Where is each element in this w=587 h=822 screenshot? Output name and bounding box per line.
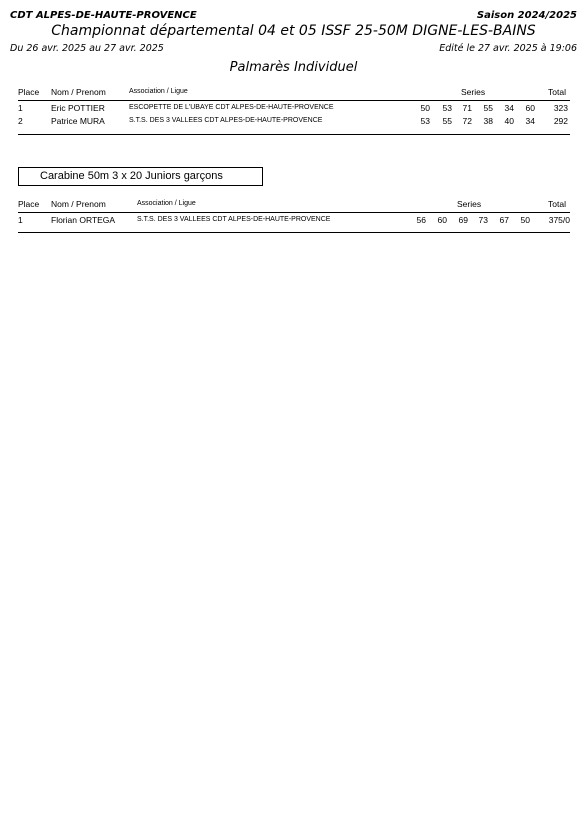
row-series-3: 71 [462, 103, 472, 113]
row-name: Patrice MURA [51, 116, 105, 126]
row-series-4: 73 [478, 215, 488, 225]
row-series-1: 56 [416, 215, 426, 225]
column-association: Association / Ligue [129, 88, 188, 95]
row-series-6: 60 [525, 103, 535, 113]
championship-title: Championnat départemental 04 et 05 ISSF 25-50M DIGNE-LES-BAINS [51, 23, 536, 39]
season-label: Saison 2024/2025 [476, 10, 577, 21]
row-association: S.T.S. DES 3 VALLEES CDT ALPES-DE-HAUTE-PROVENCE [137, 216, 331, 223]
column-total: Total [548, 87, 566, 97]
table-row [18, 103, 570, 115]
column-association: Association / Ligue [137, 200, 196, 207]
column-name: Nom / Prenom [51, 87, 106, 97]
row-series-3: 72 [462, 116, 472, 126]
section-divider [18, 134, 570, 135]
table-row [18, 116, 570, 128]
row-association: ESCOPETTE DE L'UBAYE CDT ALPES-DE-HAUTE-PROVENCE [129, 104, 334, 111]
table-header [18, 198, 570, 213]
row-series-6: 50 [520, 215, 530, 225]
row-place: 1 [18, 215, 23, 225]
table-row [18, 215, 570, 227]
row-place: 2 [18, 116, 23, 126]
row-name: Florian ORTEGA [51, 215, 116, 225]
column-place: Place [18, 87, 40, 97]
row-series-5: 34 [504, 103, 514, 113]
row-place: 1 [18, 103, 23, 113]
section-divider [18, 232, 570, 233]
row-series-1: 53 [420, 116, 430, 126]
row-series-2: 60 [437, 215, 447, 225]
row-series-2: 53 [442, 103, 452, 113]
row-series-4: 55 [483, 103, 493, 113]
row-total: 323 [553, 103, 568, 113]
row-association: S.T.S. DES 3 VALLEES CDT ALPES-DE-HAUTE-PROVENCE [129, 117, 323, 124]
column-total: Total [548, 199, 566, 209]
category-title: Carabine 50m 3 x 20 Juniors garçons [18, 167, 263, 186]
row-series-2: 55 [442, 116, 452, 126]
organization-name: CDT ALPES-DE-HAUTE-PROVENCE [10, 10, 197, 21]
column-name: Nom / Prenom [51, 199, 106, 209]
column-place: Place [18, 199, 40, 209]
row-series-6: 34 [525, 116, 535, 126]
row-series-4: 38 [483, 116, 493, 126]
row-total: 292 [553, 116, 568, 126]
row-series-3: 69 [458, 215, 468, 225]
column-series: Series [461, 87, 486, 97]
row-series-5: 40 [504, 116, 514, 126]
column-series: Series [457, 199, 482, 209]
row-series-5: 67 [499, 215, 509, 225]
event-dates: Du 26 avr. 2025 au 27 avr. 2025 [10, 43, 164, 54]
table-header [18, 86, 570, 101]
row-name: Eric POTTIER [51, 103, 105, 113]
report-subtitle: Palmarès Individuel [229, 60, 358, 75]
edited-timestamp: Edité le 27 avr. 2025 à 19:06 [439, 43, 577, 54]
row-series-1: 50 [420, 103, 430, 113]
row-total: 375/0 [548, 215, 570, 225]
